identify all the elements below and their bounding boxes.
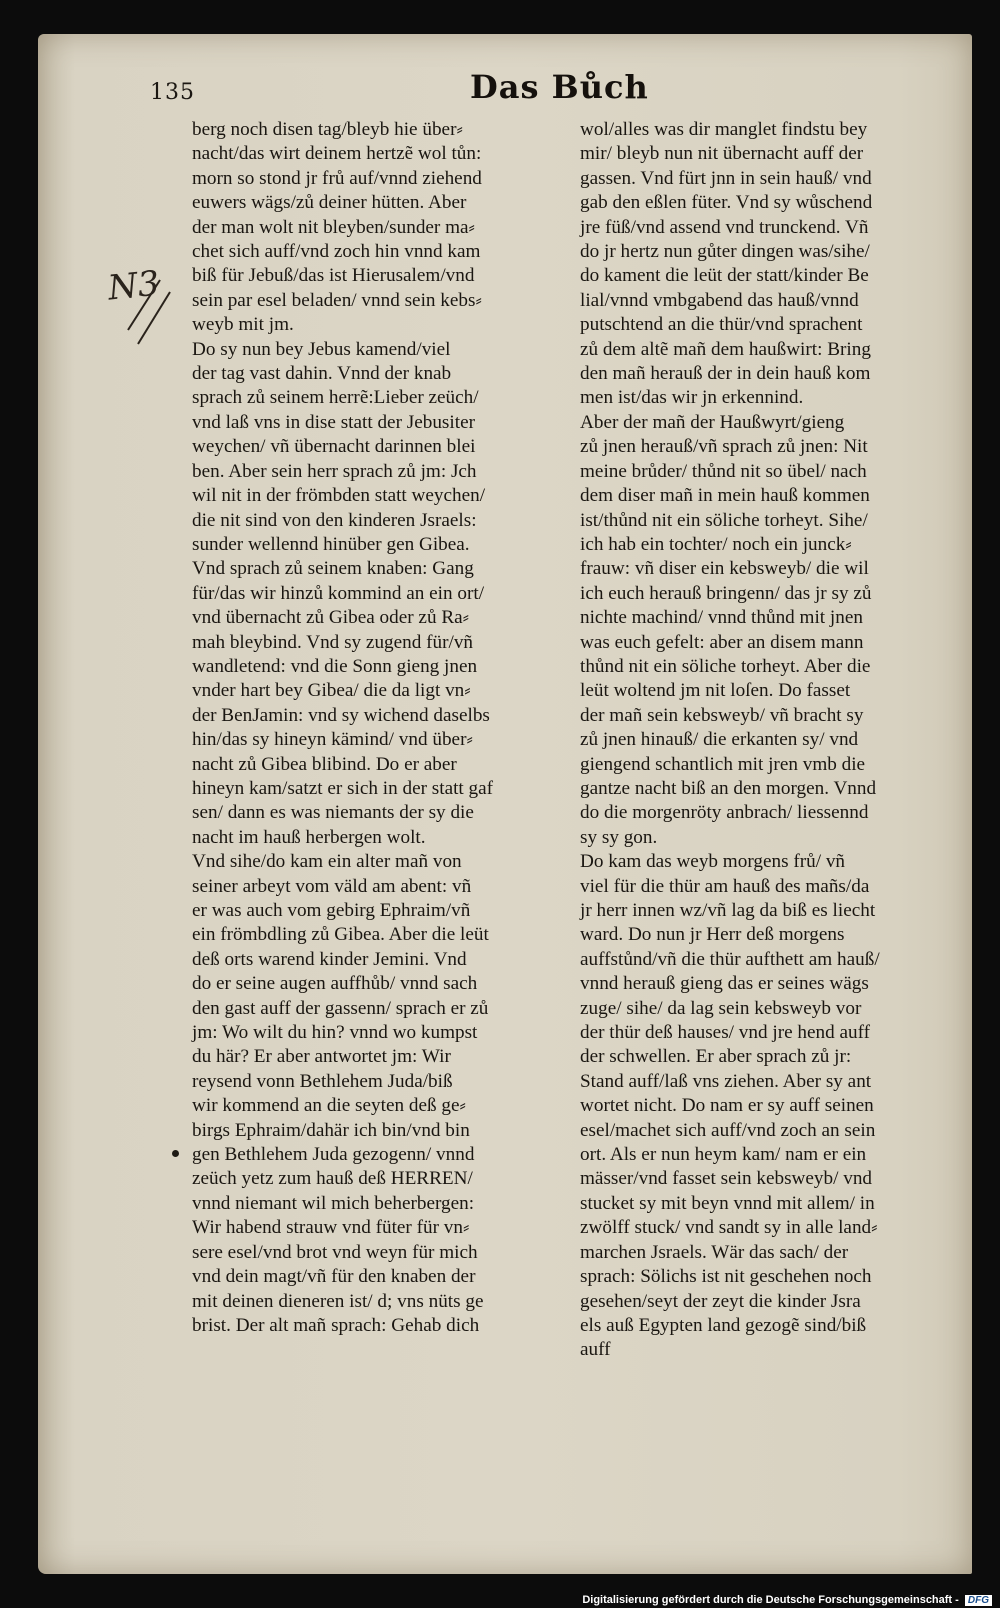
text-line: vnd dein magt/vñ für den knaben der — [192, 1266, 476, 1288]
text-line: nacht/das wirt deinem hertzẽ wol tůn: — [192, 143, 482, 165]
text-column-right — [580, 118, 952, 1363]
text-line: er was auch vom gebirg Ephraim/vñ — [192, 900, 471, 921]
text-line: lial/vnnd vmbgabend das hauß/vnnd — [580, 289, 859, 311]
text-line: brist. Der alt mañ sprach: Gehab dich — [192, 1314, 480, 1336]
text-line: nichte machind/ vnnd thůnd mit jnen — [580, 607, 863, 629]
text-line: mässer/vnd fasset sein kebsweyb/ vnd — [580, 1168, 873, 1190]
text-line: den mañ herauß der in dein hauß kom — [580, 363, 871, 385]
text-line: Do sy nun bey Jebus kamend/viel — [192, 338, 451, 360]
text-line: ich euch herauß bringenn/ das jr sy zů — [580, 582, 872, 604]
text-line: ich hab ein tochter/ noch ein junck⸗ — [580, 533, 852, 555]
text-line: Vnd sprach zů seinem knaben: Gang — [192, 558, 474, 580]
margin-slash-marks — [118, 270, 178, 350]
text-line: ward. Do nun jr Herr deß morgens — [580, 924, 845, 946]
text-line: den gast auff der gassenn/ sprach er zů — [192, 997, 489, 1019]
text-line: gantze nacht biß an den morgen. Vnnd — [580, 777, 877, 799]
text-line: nacht zů Gibea blibind. Do er aber — [192, 753, 457, 775]
text-line: der tag vast dahin. Vnnd der knab — [192, 363, 452, 385]
text-line: jr herr innen wz/vñ lag da biß es liecht — [580, 900, 876, 921]
text-line: vnd laß vns in dise statt der Jebusiter — [192, 411, 475, 433]
text-line: gassen. Vnd fürt jnn in sein hauß/ vnd — [580, 167, 872, 189]
text-line: gesehen/seyt der zeyt die kinder Jsra — [580, 1290, 861, 1312]
text-line: wil nit in der frömbden statt weychen/ — [192, 485, 486, 507]
text-line: Wir habend strauw vnd füter für vn⸗ — [192, 1217, 470, 1239]
text-line: deß orts warend kinder Jemini. Vnd — [192, 948, 467, 970]
margin-dot — [172, 1150, 179, 1157]
footer-text: Digitalisierung gefördert durch die Deutsche Forschungsgemeinschaft - — [582, 1594, 959, 1606]
text-line: der thür deß hauses/ vnd jre hend auff — [580, 1022, 871, 1044]
text-line: nacht im hauß herbergen wolt. — [192, 826, 426, 848]
text-line: vnnd herauß gieng das er seines wägs — [580, 973, 869, 995]
text-line: gen Bethlehem Juda gezogenn/ vnnd — [192, 1144, 475, 1166]
text-line: Aber der mañ der Haußwyrt/gieng — [580, 411, 845, 433]
text-line: sprach: Sölichs ist nit geschehen noch — [580, 1266, 872, 1288]
text-line: mah bleybind. Vnd sy zugend für/vñ — [192, 631, 474, 653]
margin-annotation: N3 — [106, 263, 162, 309]
text-line: biß für Jebuß/das ist Hierusalem/vnd — [192, 265, 475, 287]
digitization-footer — [582, 1594, 992, 1606]
text-line: zů jnen herauß/vñ sprach zů jnen: Nit — [580, 436, 868, 458]
text-line: weychen/ vñ übernacht darinnen blei — [192, 436, 476, 458]
text-line: Vnd sihe/do kam ein alter mañ von — [192, 851, 462, 873]
text-line: sprach zů seinem herrẽ:Lieber zeüch/ — [192, 387, 479, 409]
text-line: auff — [580, 1339, 611, 1361]
text-line: Stand auff/laß vns ziehen. Aber sy ant — [580, 1070, 872, 1092]
running-head: Das Bůch — [470, 68, 649, 106]
text-line: seiner arbeyt vom väld am abent: vñ — [192, 875, 472, 897]
text-line: jre füß/vnd assend vnd trunckend. Vñ — [580, 216, 869, 238]
text-line: frauw: vñ diser ein kebsweyb/ die wil — [580, 558, 869, 580]
text-line: der mañ sein kebsweyb/ vñ bracht sy — [580, 704, 864, 726]
text-line: sunder wellennd hinüber gen Gibea. — [192, 533, 470, 555]
text-line: ein frömbdling zů Gibea. Aber die leüt — [192, 924, 489, 946]
dfg-logo: DFG — [965, 1595, 992, 1606]
text-line: sy sy gon. — [580, 826, 658, 848]
text-line: jm: Wo wilt du hin? vnnd wo kumpst — [192, 1022, 478, 1044]
text-line: zuge/ sihe/ da lag sein kebsweyb vor — [580, 997, 862, 1019]
text-line: marchen Jsraels. Wär das sach/ der — [580, 1241, 849, 1263]
text-line: der man wolt nit bleyben/sunder ma⸗ — [192, 216, 475, 238]
text-line: hin/das sy hineyn kämind/ vnd über⸗ — [192, 729, 473, 751]
text-line: der schwellen. Er aber sprach zů jr: — [580, 1046, 852, 1068]
text-line: sein par esel beladen/ vnnd sein kebs⸗ — [192, 289, 482, 311]
text-line: wol/alles was dir manglet findstu bey — [580, 119, 868, 140]
text-line: do kament die leüt der statt/kinder Be — [580, 265, 869, 287]
text-line: wortet nicht. Do nam er sy auff seinen — [580, 1095, 874, 1117]
text-line: esel/machet sich auff/vnd zoch an sein — [580, 1119, 876, 1141]
text-line: leüt woltend jm nit loſen. Do fasset — [580, 680, 851, 702]
text-line: ort. Als er nun heym kam/ nam er ein — [580, 1144, 867, 1166]
text-column-left — [192, 118, 562, 1338]
text-line: viel für die thür am hauß des mañs/da — [580, 875, 870, 897]
text-line: sere esel/vnd brot vnd weyn für mich — [192, 1241, 478, 1263]
text-line: mir/ bleyb nun nit übernacht auff der — [580, 143, 864, 165]
text-line: dem diser mañ in mein hauß kommen — [580, 485, 870, 507]
text-line: birgs Ephraim/dahär ich bin/vnd bin — [192, 1119, 470, 1141]
text-line: mit deinen dieneren ist/ d; vns nüts ge — [192, 1290, 484, 1312]
text-line: thůnd nit ein söliche torheyt. Aber die — [580, 655, 871, 677]
text-line: der BenJamin: vnd sy wichend daselbs — [192, 704, 490, 726]
text-line: ben. Aber sein herr sprach zů jm: Jch — [192, 460, 477, 482]
text-line: morn so stond jr frů auf/vnnd ziehend — [192, 167, 482, 189]
text-line: gab den eßlen füter. Vnd sy wůschend — [580, 192, 873, 214]
text-line: was euch gefelt: aber an disem mann — [580, 631, 864, 653]
text-line: zů jnen hinauß/ die erkanten sy/ vnd — [580, 729, 859, 751]
text-line: vnder hart bey Gibea/ die da ligt vn⸗ — [192, 680, 471, 702]
text-line: vnd übernacht zů Gibea oder zů Ra⸗ — [192, 607, 470, 629]
text-line: zeüch yetz zum hauß deß HERREN/ — [192, 1168, 473, 1190]
text-line: wir kommend an die seyten deß ge⸗ — [192, 1095, 466, 1117]
text-line: du här? Er aber antwortet jm: Wir — [192, 1046, 451, 1068]
text-line: do jr hertz nun gůter dingen was/sihe/ — [580, 241, 870, 263]
text-line: ist/thůnd nit ein söliche torheyt. Sihe/ — [580, 509, 868, 531]
text-line: weyb mit jm. — [192, 314, 294, 336]
text-line: Do kam das weyb morgens frů/ vñ — [580, 851, 846, 873]
text-line: stucket sy mit beyn vnnd mit allem/ in — [580, 1192, 875, 1214]
text-line: do die morgenröty anbrach/ liessennd — [580, 802, 869, 824]
text-line: auffstůnd/vñ die thür aufthett am hauß/ — [580, 948, 880, 970]
text-line: sen/ dann es was niemants der sy die — [192, 802, 474, 824]
text-line: die nit sind von den kinderen Jsraels: — [192, 509, 477, 531]
text-line: meine brůder/ thůnd nit so übel/ nach — [580, 460, 867, 482]
text-line: els auß Egypten land gezogẽ sind/biß — [580, 1314, 867, 1336]
text-line: zwölff stuck/ vnd sandt sy in alle land⸗ — [580, 1217, 878, 1239]
text-line: do er seine augen auffhůb/ vnnd sach — [192, 973, 478, 995]
text-line: hineyn kam/satzt er sich in der statt gaf — [192, 777, 494, 799]
text-line: putschtend an die thür/vnd sprachent — [580, 314, 863, 336]
page-number: 135 — [150, 80, 195, 105]
text-line: für/das wir hinzů kommind an ein ort/ — [192, 582, 485, 604]
text-line: giengend schantlich mit jren vmb die — [580, 753, 866, 775]
text-line: chet sich auff/vnd zoch hin vnnd kam — [192, 241, 481, 263]
text-line: euwers wägs/zů deiner hütten. Aber — [192, 192, 467, 214]
text-line: zů dem altẽ mañ dem haußwirt: Bring — [580, 338, 871, 360]
text-line: berg noch disen tag/bleyb hie über⸗ — [192, 119, 463, 140]
text-line: reysend vonn Bethlehem Juda/biß — [192, 1070, 453, 1092]
text-line: wandletend: vnd die Sonn gieng jnen — [192, 655, 478, 677]
text-line: men ist/das wir jn erkennind. — [580, 387, 804, 409]
text-line: vnnd niemant wil mich beherbergen: — [192, 1192, 475, 1214]
